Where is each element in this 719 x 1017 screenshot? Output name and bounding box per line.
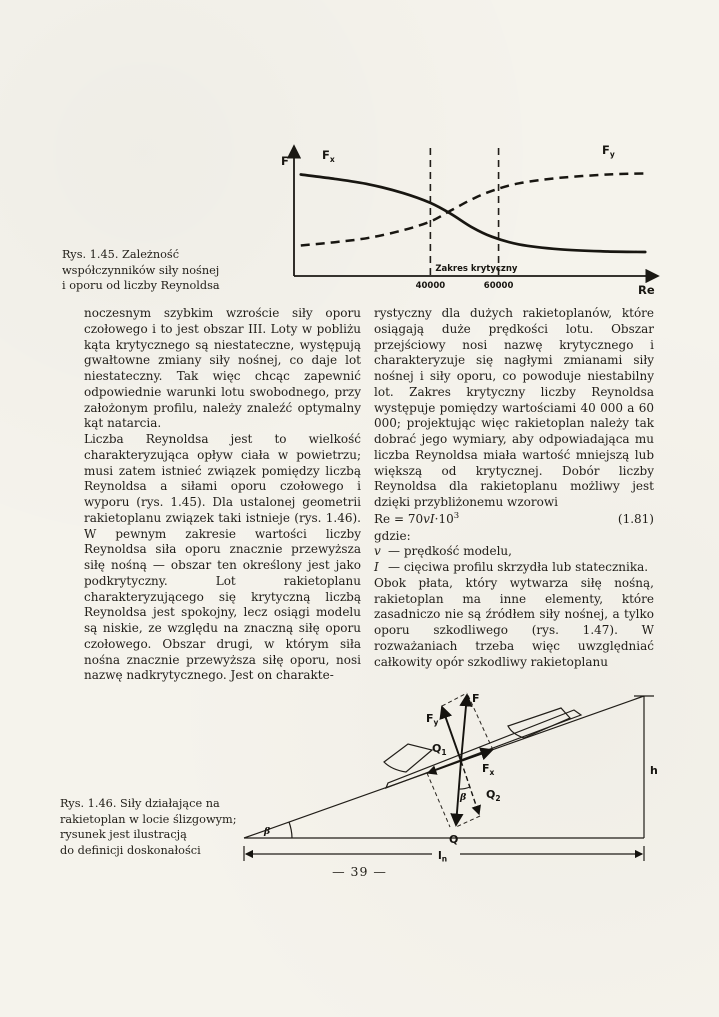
paragraph: noczesnym szybkim wzroście siły oporu czołowego i to jest obszar III. Loty w pobliżu kąta krytycznego są niestateczne, występują gwałtowne zmiany siły nośnej, co daje lot niestateczny. Tak więc chcąc zapewnić odpowiednie warunki lotu swobodnego, przy założonym profilu, należy znaleźć optymalny kąt natarcia. xyxy=(84,306,361,431)
right-column xyxy=(374,306,654,684)
definition-text: — prędkość modelu, xyxy=(388,544,512,559)
paragraph: Obok płata, który wytwarza siłę nośną, rakietoplan ma inne elementy, które zasadniczo nie są źródłem siły nośnej, a tylko oporu szkodliwego (rys. 1.47). W rozważaniach trzeba więc uwzględniać całkowity opór szkodliwy rakietoplanu xyxy=(374,575,654,669)
parallelogram-dash-drag xyxy=(467,693,493,750)
figure-1-45-caption xyxy=(62,247,262,294)
critical-range-annotation: Zakres krytyczny xyxy=(435,264,518,274)
x-axis-label: Re xyxy=(638,283,655,297)
force-Fy-label: $F_y$ xyxy=(426,712,439,727)
parallelogram-dash-weight-1 xyxy=(427,773,450,827)
glider-left-wing xyxy=(384,744,432,772)
caption-line: współczynników siły nośnej xyxy=(62,263,220,277)
glide-angle-label: β xyxy=(264,826,271,837)
force-Fx-drag-arrow xyxy=(461,750,492,761)
force-Q-label: Q xyxy=(449,833,459,846)
curve-label-Fy: $F_y$ xyxy=(602,143,615,159)
force-F-label: F xyxy=(472,692,480,705)
caption-line: rysunek jest ilustracją xyxy=(60,828,187,841)
reynolds-chart xyxy=(280,128,672,300)
height-label: h xyxy=(650,764,658,777)
symbol-v: v xyxy=(374,544,381,559)
x-tick-60000: 60000 xyxy=(483,281,514,291)
glide-angle-arc xyxy=(289,822,292,838)
force-Fx-label: $F_x$ xyxy=(482,762,495,777)
gdzie-label: gdzie: xyxy=(374,528,411,543)
symbol-I: I xyxy=(374,560,379,574)
definition-text: — cięciwa profilu skrzydła lub statecznika. xyxy=(388,560,649,574)
glide-forces-diagram xyxy=(236,686,668,872)
force-Q1-component-arrow xyxy=(428,761,461,773)
equation-number: (1.81) xyxy=(617,511,654,526)
paragraph: Liczba Reynoldsa jest to wielkość charakteryzująca opływ ciała w powietrzu; musi zatem istnieć związek pomiędzy liczbą Reynoldsa a siłami oporu czołowego i wyporu (rys. 1.45). Dla ustalonej geometrii rakietoplanu związek taki istnieje (rys. 1.46). W pewnym zakresie wartości liczby Reynoldsa siła oporu znacznie przewyższa siłę nośną — obszar ten określony jest jako podkrytyczny. Lot rakietoplanu charakteryzującego się krytyczną liczbą Reynoldsa jest spokojny, lecz osiągi modelu są niskie, ze względu na znaczną siłę oporu czołowego. Obszar drugi, w którym siła nośna znacznie przewyższa siłę oporu, nosi nazwę nadkrytycznego. Jest on charakte- xyxy=(84,432,361,683)
ground-distance-label: $l_n$ xyxy=(438,849,448,864)
curve-Fy-lift xyxy=(301,174,645,246)
force-Q2-label: $Q_2$ xyxy=(486,788,501,803)
caption-line: do definicji doskonałości xyxy=(60,843,201,857)
caption-line: i oporu od liczby Reynoldsa xyxy=(62,279,220,292)
equation-body: $Re = 70vI\cdot 10^3$ xyxy=(374,510,460,526)
caption-line: Rys. 1.46. Siły działające na xyxy=(60,797,220,810)
x-tick-40000: 40000 xyxy=(415,281,446,291)
left-column xyxy=(84,306,361,684)
force-F-total-arrow xyxy=(461,695,467,761)
parallelogram-dash-weight-2 xyxy=(456,816,480,827)
definition-v xyxy=(374,544,654,560)
definition-I xyxy=(374,560,654,576)
y-axis-label: F xyxy=(281,154,289,168)
page-number: — 39 — xyxy=(332,864,387,879)
figure-1-46-caption xyxy=(60,796,260,858)
curve-label-Fx: $F_x$ xyxy=(322,148,335,164)
body-columns xyxy=(84,306,654,684)
caption-line: rakietoplan w locie ślizgowym; xyxy=(60,812,237,826)
forces-angle-label: β xyxy=(460,792,467,803)
caption-line: Rys. 1.45. Zależność xyxy=(62,248,180,261)
force-Q1-label: $Q_1$ xyxy=(432,742,447,757)
paragraph: rystyczny dla dużych rakietoplanów, które osiągają duże prędkości lotu. Obszar przejściowy nosi nazwę krytycznego i charakteryzuje się nagłymi zmianami siły nośnej i siły oporu, co powoduje niestabilny lot. Zakres krytyczny liczby Reynoldsa występuje pomiędzy wartościami 40 000 a 60 000; projektując więc rakietoplan należy tak dobrać jego wymiary, aby odpowiadająca mu liczba Reynoldsa miała wartość mniejszą lub większą od krytycznej. Dobór liczby Reynoldsa dla rakietoplanu możliwy jest dzięki przybliżonemu wzorowi xyxy=(374,306,654,509)
equation-1-81 xyxy=(374,512,654,528)
parallelogram-dash-lift xyxy=(442,693,467,706)
glider-fuselage xyxy=(386,710,581,788)
